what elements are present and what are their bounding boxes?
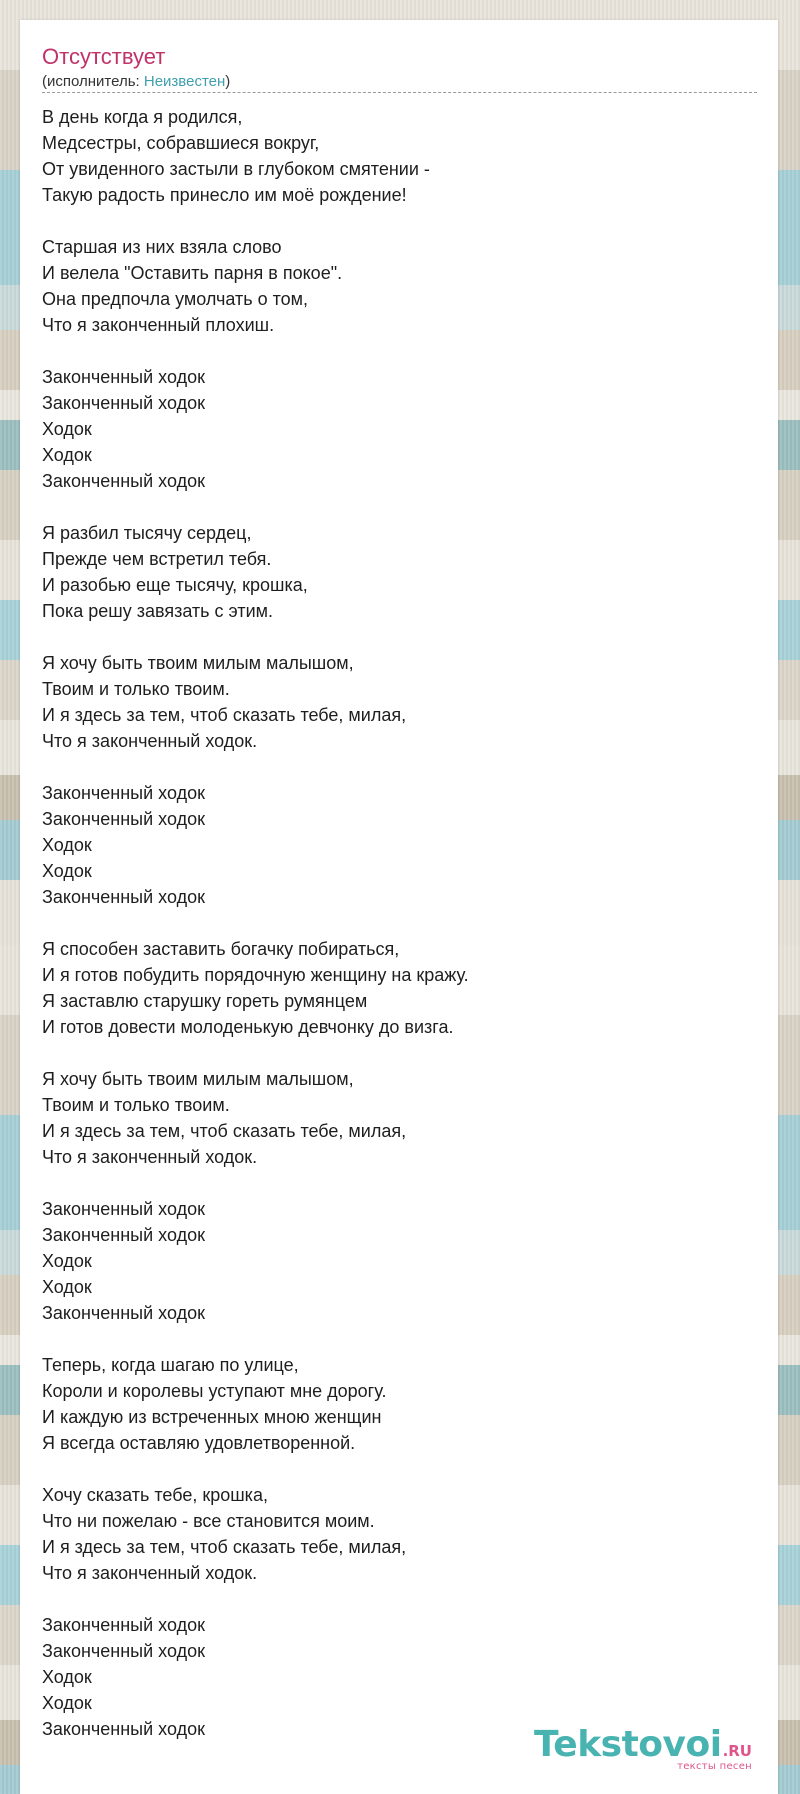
lyric-line: От увиденного застыли в глубоком смятении - <box>42 159 430 179</box>
lyric-line: Что я законченный ходок. <box>42 731 258 751</box>
stanza <box>42 650 762 754</box>
lyric-line: Ходок <box>42 835 92 855</box>
site-logo[interactable] <box>534 1724 752 1772</box>
lyric-line: Законченный ходок <box>42 809 205 829</box>
stanza <box>42 1066 762 1170</box>
stanza <box>42 104 762 208</box>
lyric-line: И велела "Оставить парня в покое". <box>42 263 343 283</box>
stanza <box>42 1196 762 1326</box>
logo-wordmark: Tekstovoi <box>534 1724 722 1765</box>
stanza <box>42 364 762 494</box>
lyric-line: Короли и королевы уступают мне дорогу. <box>42 1381 387 1401</box>
lyric-line: Законченный ходок <box>42 1615 205 1635</box>
lyric-line: Хочу сказать тебе, крошка, <box>42 1485 268 1505</box>
stanza <box>42 780 762 910</box>
performer-link[interactable]: Неизвестен <box>143 73 226 90</box>
lyric-line: Что я законченный ходок. <box>42 1563 258 1583</box>
title-divider <box>42 92 757 93</box>
lyric-line: Я способен заставить богачку побираться, <box>42 939 400 959</box>
lyric-line: Старшая из них взяла слово <box>42 237 282 257</box>
lyric-line: И я здесь за тем, чтоб сказать тебе, милая, <box>42 1121 407 1141</box>
lyric-line: И каждую из встреченных мною женщин <box>42 1407 382 1427</box>
lyric-line: И я здесь за тем, чтоб сказать тебе, милая, <box>42 1537 407 1557</box>
lyric-line: Ходок <box>42 445 92 465</box>
song-title: Отсутствует <box>42 44 166 69</box>
lyric-line: И готов довести молоденькую девчонку до визга. <box>42 1017 454 1037</box>
lyric-line: Ходок <box>42 1251 92 1271</box>
lyric-line: И я здесь за тем, чтоб сказать тебе, милая, <box>42 705 407 725</box>
lyric-line: Я хочу быть твоим милым малышом, <box>42 1069 354 1089</box>
lyric-line: Законченный ходок <box>42 887 205 907</box>
lyric-line: Законченный ходок <box>42 393 205 413</box>
stanza <box>42 520 762 624</box>
lyrics-card <box>20 20 778 1794</box>
lyric-line: Я заставлю старушку гореть румянцем <box>42 991 368 1011</box>
lyric-line: Что я законченный ходок. <box>42 1147 258 1167</box>
lyric-line: Медсестры, собравшиеся вокруг, <box>42 133 320 153</box>
lyric-line: И разобью еще тысячу, крошка, <box>42 575 308 595</box>
lyric-line: Ходок <box>42 1693 92 1713</box>
performer-line <box>42 73 230 91</box>
lyric-line: Законченный ходок <box>42 1303 205 1323</box>
lyric-line: Законченный ходок <box>42 1199 205 1219</box>
lyric-line: Законченный ходок <box>42 367 205 387</box>
performer-prefix: (исполнитель: <box>42 73 144 90</box>
lyric-line: Законченный ходок <box>42 1641 205 1661</box>
lyric-line: Законченный ходок <box>42 471 205 491</box>
lyric-line: Прежде чем встретил тебя. <box>42 549 272 569</box>
lyric-line: Ходок <box>42 419 92 439</box>
lyric-line: Я хочу быть твоим милым малышом, <box>42 653 354 673</box>
lyric-line: Твоим и только твоим. <box>42 679 230 699</box>
lyrics-text <box>42 104 762 1768</box>
lyric-line: Я разбил тысячу сердец, <box>42 523 252 543</box>
logo-tld: .RU <box>722 1742 752 1760</box>
stanza <box>42 936 762 1040</box>
stanza <box>42 1612 762 1742</box>
lyric-line: Законченный ходок <box>42 783 205 803</box>
lyric-line: Пока решу завязать с этим. <box>42 601 274 621</box>
lyric-line: Теперь, когда шагаю по улице, <box>42 1355 299 1375</box>
lyric-line: В день когда я родился, <box>42 107 243 127</box>
stanza <box>42 1482 762 1586</box>
lyric-line: И я готов побудить порядочную женщину на кражу. <box>42 965 469 985</box>
stanza <box>42 234 762 338</box>
performer-suffix: ) <box>225 73 231 90</box>
lyric-line: Ходок <box>42 1277 92 1297</box>
stanza <box>42 1352 762 1456</box>
lyric-line: Твоим и только твоим. <box>42 1095 230 1115</box>
lyric-line: Ходок <box>42 861 92 881</box>
lyric-line: Она предпочла умолчать о том, <box>42 289 309 309</box>
lyric-line: Что я законченный плохиш. <box>42 315 275 335</box>
lyric-line: Ходок <box>42 1667 92 1687</box>
lyric-line: Законченный ходок <box>42 1719 205 1739</box>
lyric-line: Законченный ходок <box>42 1225 205 1245</box>
lyric-line: Я всегда оставляю удовлетворенной. <box>42 1433 356 1453</box>
logo-tagline: тексты песен <box>677 1761 752 1772</box>
lyric-line: Такую радость принесло им моё рождение! <box>42 185 407 205</box>
lyric-line: Что ни пожелаю - все становится моим. <box>42 1511 375 1531</box>
